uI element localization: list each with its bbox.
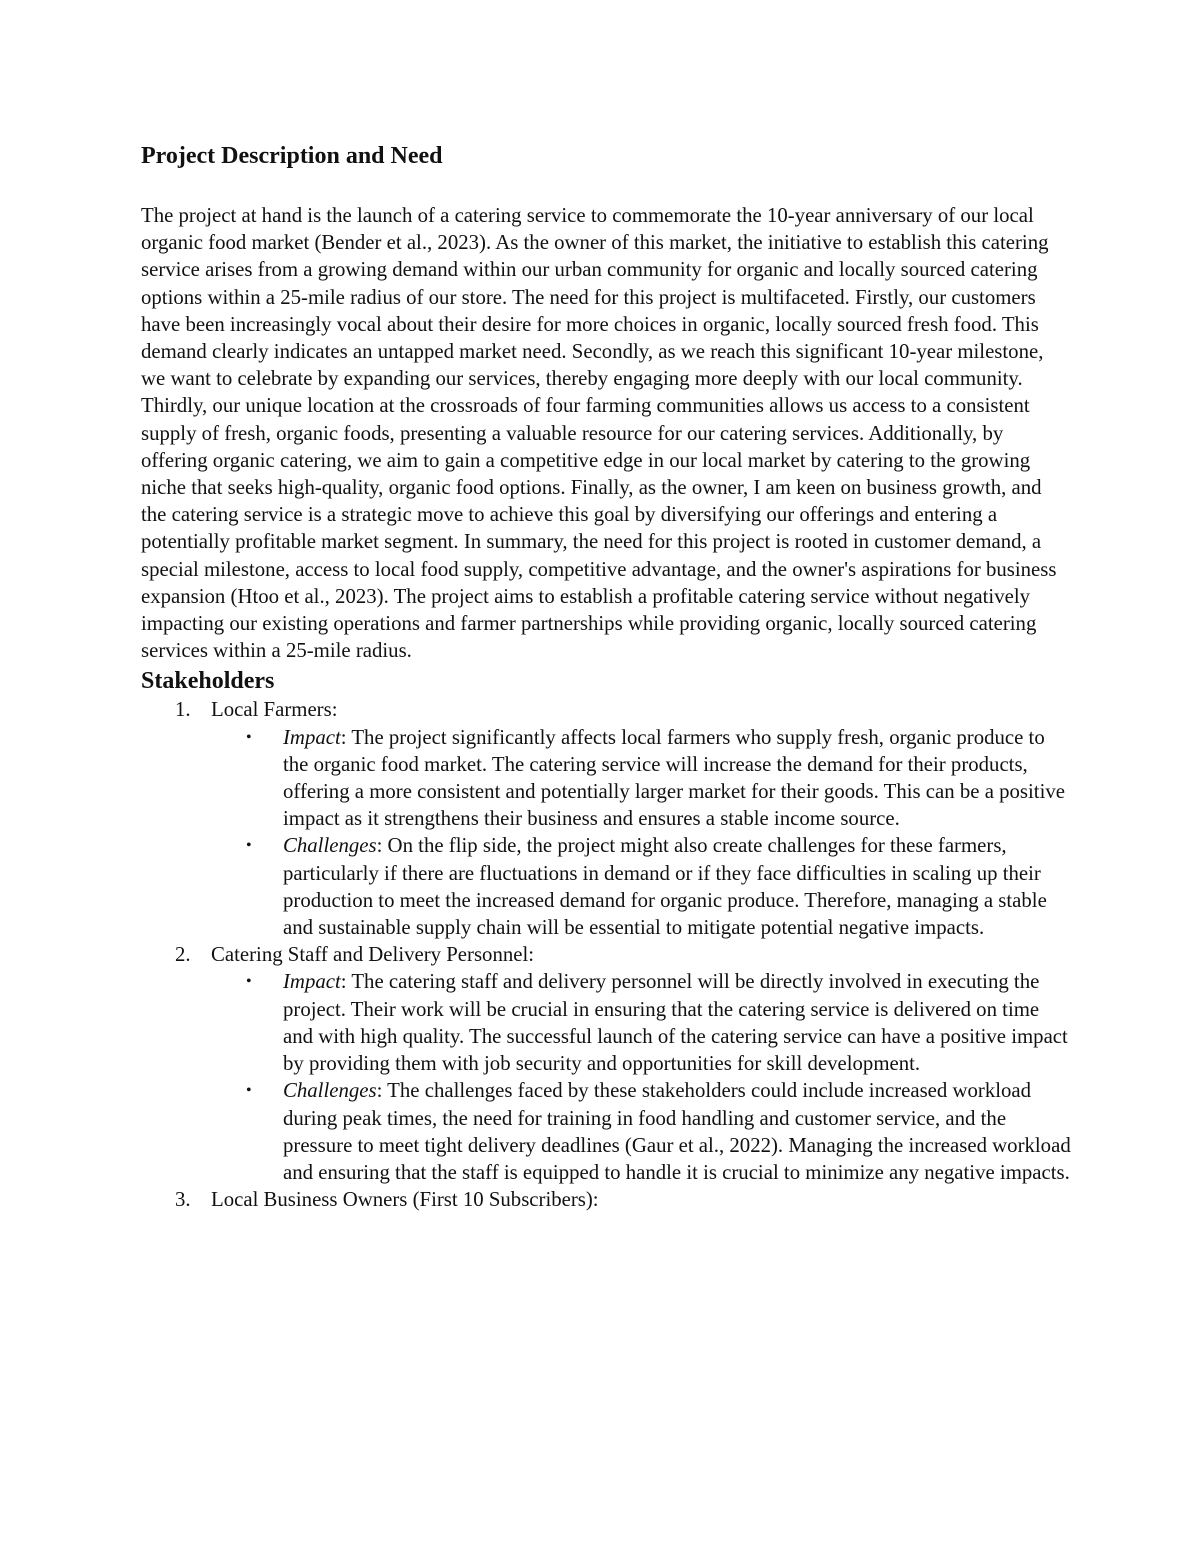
- stakeholder-number: 1.: [175, 698, 191, 722]
- point-text: : The catering staff and delivery personnel will be directly involved in executing the project. Their work will be crucial in ensuring that the catering service is delivered on time and with high quality. The successful launch of the catering service can have a positive impact by providing them with job security and opportunities for skill development.: [283, 970, 1068, 1076]
- project-description-paragraph: The project at hand is the launch of a catering service to commemorate the 10-year anniversary of our local organic food market (Bender et al., 2023). As the owner of this market, the initiative to establish this catering service arises from a growing demand within our urban community for organic and locally sourced catering options within a 25-mile radius of our store. The need for this project is multifaceted. Firstly, our customers have been increasingly vocal about their desire for more choices in organic, locally sourced fresh food. This demand clearly indicates an untapped market need. Secondly, as we reach this significant 10-year milestone, we want to celebrate by expanding our services, thereby engaging more deeply with our local community. Thirdly, our unique location at the crossroads of four farming communities allows us access to a consistent supply of fresh, organic foods, presenting a valuable resource for our catering services. Additionally, by offering organic catering, we aim to gain a competitive edge in our local market by catering to the growing niche that seeks high-quality, organic food options. Finally, as the owner, I am keen on business growth, and the catering service is a strategic move to achieve this goal by diversifying our offerings and entering a potentially profitable market segment. In summary, the need for this project is rooted in customer demand, a special milestone, access to local food supply, competitive advantage, and the owner's aspirations for business expansion (Htoo et al., 2023). The project aims to establish a profitable catering service without negatively impacting our existing operations and farmer partnerships while providing organic, locally sourced catering services within a 25-mile radius.: [141, 204, 1057, 663]
- stakeholder-point: [211, 832, 1071, 941]
- stakeholder-points: [211, 724, 1071, 942]
- stakeholders-list: [141, 696, 1071, 1213]
- stakeholder-number: 2.: [175, 943, 191, 967]
- bullet-icon: •: [246, 728, 252, 746]
- stakeholder-point: [211, 1077, 1071, 1186]
- point-text: : The project significantly affects local farmers who supply fresh, organic produce to the organic food market. The catering service will increase the demand for their products, offering a more consistent and potentially larger market for their goods. This can be a positive impact as it strengthens their business and ensures a stable income source.: [283, 725, 1065, 831]
- stakeholder-number: 3.: [175, 1188, 191, 1212]
- stakeholder-item: [141, 1186, 1071, 1213]
- stakeholder-point: [211, 968, 1071, 1077]
- bullet-icon: •: [246, 1082, 252, 1100]
- point-term: Challenges: [283, 1079, 377, 1103]
- point-text: : On the flip side, the project might also create challenges for these farmers, particularly if there are fluctuations in demand or if they face difficulties in scaling up their production to meet the increased demand for organic produce. Therefore, managing a stable and sustainable supply chain will be essential to mitigate potential negative impacts.: [283, 834, 1047, 940]
- point-term: Challenges: [283, 834, 377, 858]
- stakeholder-title: Local Farmers:: [211, 698, 338, 722]
- stakeholder-item: [141, 696, 1071, 941]
- stakeholder-points: [211, 968, 1071, 1186]
- point-term: Impact: [283, 725, 341, 749]
- point-text: : The challenges faced by these stakeholders could include increased workload during peak times, the need for training in food handling and customer service, and the pressure to meet tight delivery deadlines (Gaur et al., 2022). Managing the increased workload and ensuring that the staff is equipped to handle it is crucial to minimize any negative impacts.: [283, 1079, 1071, 1184]
- section-heading-stakeholders: Stakeholders: [141, 668, 275, 695]
- stakeholder-title: Catering Staff and Delivery Personnel:: [211, 943, 535, 967]
- stakeholder-item: [141, 941, 1071, 1186]
- stakeholder-point: [211, 724, 1071, 833]
- document-content: [141, 140, 1071, 1213]
- bullet-icon: •: [246, 837, 252, 855]
- section-heading-project-description: Project Description and Need: [141, 143, 443, 169]
- bullet-icon: •: [246, 973, 252, 991]
- stakeholder-title: Local Business Owners (First 10 Subscribers):: [211, 1188, 599, 1212]
- point-term: Impact: [283, 970, 341, 994]
